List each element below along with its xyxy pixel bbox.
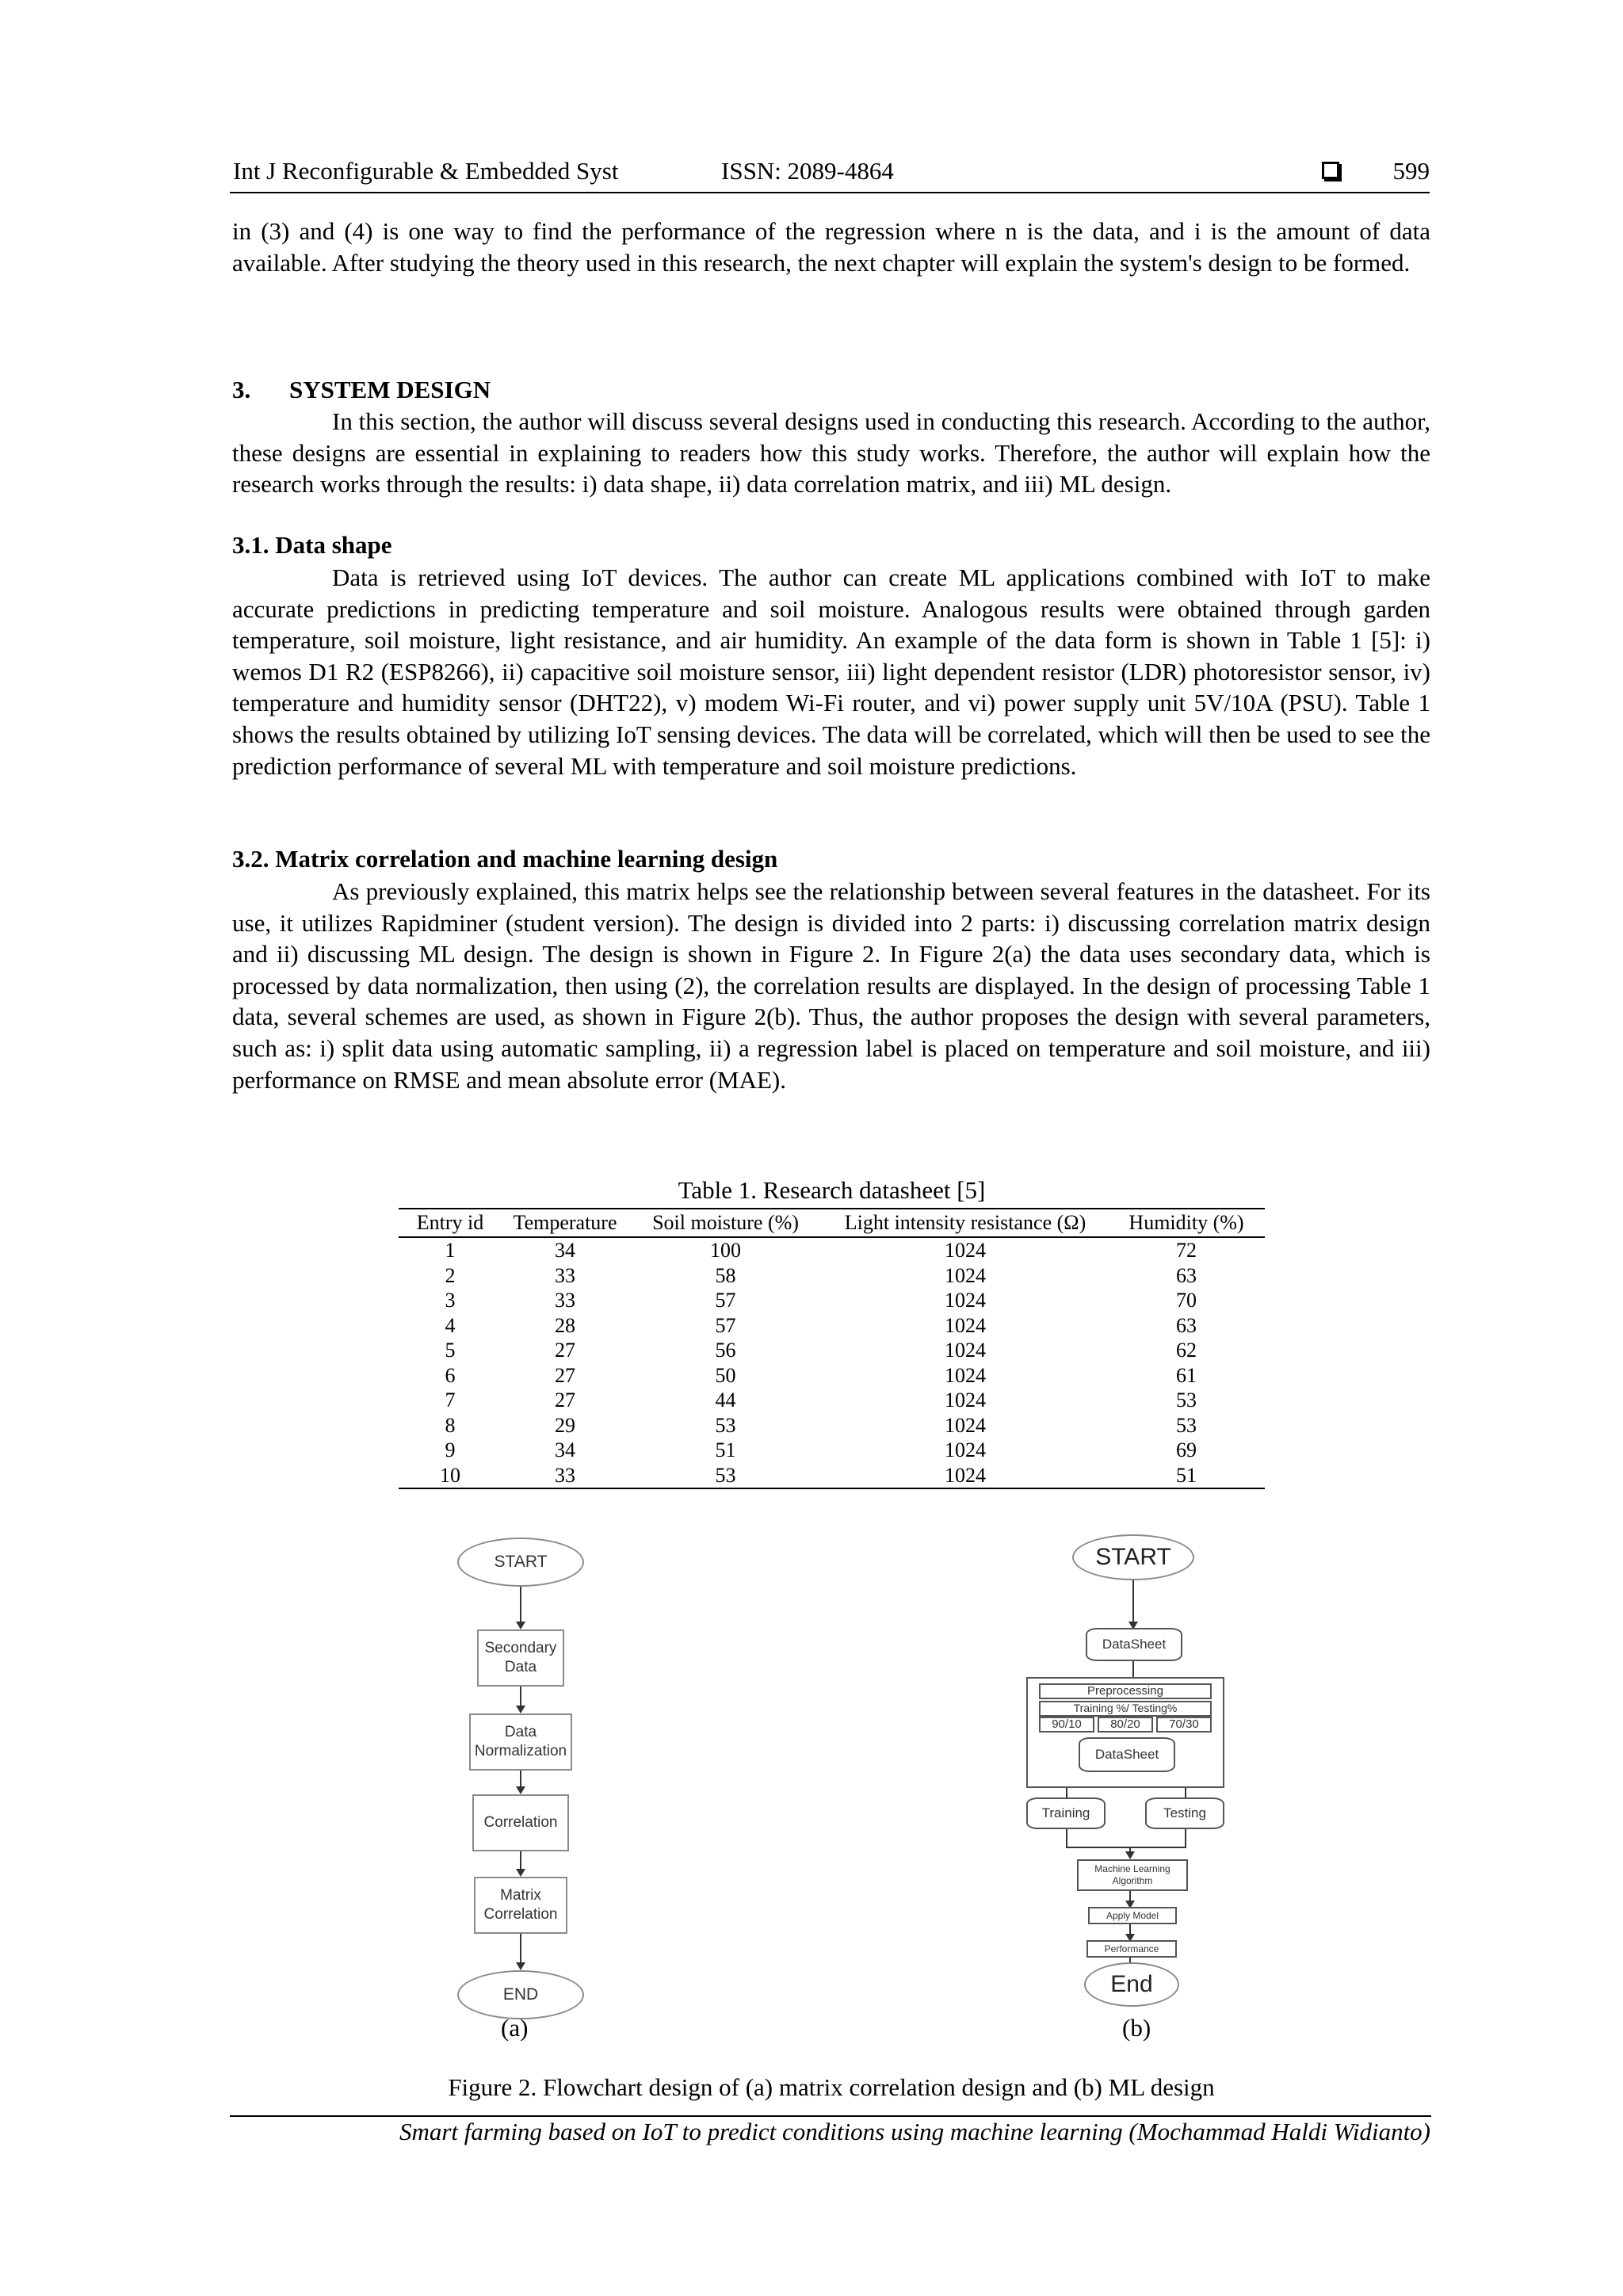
process-data-normalization: Data Normalization: [469, 1713, 572, 1771]
table-cell: 44: [715, 1389, 736, 1412]
connector-line: [1185, 1829, 1186, 1847]
square-bullet-icon: [1322, 162, 1339, 179]
page-footer: Smart farming based on IoT to predict conditions using machine learning (Mochammad Haldi Widianto): [399, 2118, 1430, 2145]
flowchart-b: [1026, 1534, 1240, 1994]
table-cell: 62: [1176, 1339, 1197, 1362]
subsection-paragraph: As previously explained, this matrix helps see the relationship between several features in the datasheet. For its use, it utilizes Rapidminer (student version). The design is divided into 2 parts: i) discussing correlation matrix design and ii) discussing ML design. The design is shown in Figure 2. In Figure 2(a) the data uses secondary data, which is processed by data normalization, then using (2), the correlation results are displayed. In the design of processing Table 1 data, several schemes are used, as shown in Figure 2(b). Thus, the author proposes the design with several parameters, such as: i) split data using automatic sampling, ii) a regression label is placed on temperature and soil moisture, and iii) performance on RMSE and mean absolute error (MAE).: [232, 877, 1430, 1094]
table-cell: 1024: [945, 1413, 986, 1437]
table-cell: 34: [555, 1239, 575, 1262]
table-cell: 2: [445, 1263, 456, 1287]
subfigure-label-b: (b): [1122, 2014, 1151, 2042]
ml-algorithm-box: Machine Learning Algorithm: [1077, 1859, 1188, 1891]
table-cell: 1024: [945, 1313, 986, 1337]
table-cell: 6: [445, 1363, 456, 1387]
connector-line: [520, 1587, 521, 1623]
table-cell: 63: [1176, 1313, 1197, 1337]
arrow-down-icon: [516, 1869, 525, 1877]
table-cell: 51: [1108, 1463, 1265, 1489]
table-cell: 3: [445, 1289, 456, 1312]
section-number: 3.: [232, 376, 251, 403]
split-header-box: Training %/ Testing%: [1039, 1701, 1212, 1717]
arrow-down-icon: [516, 1962, 525, 1970]
split-option: 70/30: [1156, 1717, 1212, 1733]
table-cell: 34: [555, 1438, 575, 1461]
table-cell: 28: [555, 1313, 575, 1337]
table-cell: 33: [555, 1263, 575, 1287]
table-cell: 33: [502, 1463, 628, 1489]
table-cell: 56: [715, 1339, 736, 1362]
table-cell: 1024: [823, 1463, 1108, 1489]
intro-paragraph: in (3) and (4) is one way to find the performance of the regression where n is the data, and i is the amount of data available. After studying the theory used in this research, the next chapter will explain the system's design to be formed.: [232, 217, 1430, 277]
end-terminator: END: [457, 1970, 584, 2019]
table-cell: 7: [445, 1389, 456, 1412]
table-row: [399, 1263, 1265, 1289]
flowchart-a: [452, 1538, 594, 1981]
connector-line: [1066, 1847, 1186, 1848]
table-cell: 33: [555, 1289, 575, 1312]
column-header: Entry id: [399, 1209, 502, 1237]
table-cell: 27: [555, 1363, 575, 1387]
table-cell: 100: [710, 1239, 741, 1262]
connector-line: [520, 1771, 521, 1788]
connector-line: [1185, 1788, 1186, 1797]
section-heading: [232, 376, 491, 404]
connector-line: [1132, 1580, 1134, 1623]
table-cell: 63: [1176, 1263, 1197, 1287]
table-row: [399, 1313, 1265, 1339]
table-cell: 53: [1176, 1413, 1197, 1437]
subsection-paragraph: Data is retrieved using IoT devices. The author can create ML applications combined with IoT to make accurate predictions in predicting temperature and soil moisture. Analogous results were obtained through garden temperature, soil moisture, light resistance, and air humidity. An example of the data form is shown in Table 1 [5]: i) wemos D1 R2 (ESP8266), ii) capacitive soil moisture sensor, iii) light dependent resistor (LDR) photoresistor sensor, iv) temperature and humidity sensor (DHT22), v) modem Wi-Fi router, and vi) power supply unit 5V/10A (PSU). Table 1 shows the results obtained by utilizing IoT sensing devices. The data will be correlated, which will then be used to see the prediction performance of several ML with temperature and soil moisture predictions.: [232, 563, 1430, 780]
table-cell: 57: [715, 1289, 736, 1312]
column-header: Light intensity resistance (Ω): [823, 1209, 1108, 1237]
split-option: 90/10: [1039, 1717, 1094, 1733]
data-table: [399, 1208, 1265, 1489]
table-cell: 61: [1176, 1363, 1197, 1387]
table-cell: 10: [399, 1463, 502, 1489]
end-terminator: End: [1084, 1962, 1179, 2007]
table-row: [399, 1413, 1265, 1438]
connector-line: [520, 1687, 521, 1707]
table-cell: 53: [628, 1463, 823, 1489]
table-row: [399, 1388, 1265, 1413]
table-cell: 8: [445, 1413, 456, 1437]
column-header: Temperature: [502, 1209, 628, 1237]
table-caption: Table 1. Research datasheet [5]: [678, 1176, 986, 1204]
table-row: [399, 1338, 1265, 1363]
process-correlation: Correlation: [472, 1794, 569, 1851]
table-cell: 1024: [945, 1438, 986, 1461]
testing-cylinder: Testing: [1145, 1797, 1224, 1829]
process-secondary-data: Secondary Data: [477, 1629, 564, 1687]
table-cell: 4: [445, 1313, 456, 1337]
table-row: [399, 1237, 1265, 1263]
table-cell: 9: [445, 1438, 456, 1461]
subsection-heading: 3.2. Matrix correlation and machine learning design: [232, 845, 778, 873]
table-cell: 1024: [945, 1263, 986, 1287]
arrow-down-icon: [516, 1622, 525, 1629]
connector-line: [1066, 1788, 1067, 1797]
subfigure-label-a: (a): [501, 2014, 529, 2042]
table-row: [399, 1363, 1265, 1389]
table-cell: 5: [445, 1339, 456, 1362]
page-number: 599: [1392, 157, 1430, 185]
table-cell: 50: [715, 1363, 736, 1387]
table-cell: 1024: [945, 1339, 986, 1362]
connector-line: [520, 1934, 521, 1966]
training-cylinder: Training: [1026, 1797, 1106, 1829]
table-cell: 1024: [945, 1239, 986, 1262]
connector-line: [520, 1851, 521, 1870]
table-cell: 53: [715, 1413, 736, 1437]
preprocessing-box: Preprocessing: [1039, 1683, 1212, 1699]
table-cell: 53: [1176, 1389, 1197, 1412]
column-header: Humidity (%): [1108, 1209, 1265, 1237]
column-header: Soil moisture (%): [628, 1209, 823, 1237]
figure-caption: Figure 2. Flowchart design of (a) matrix correlation design and (b) ML design: [448, 2073, 1215, 2101]
datasheet-cylinder: DataSheet: [1079, 1737, 1175, 1772]
table-cell: 1024: [945, 1389, 986, 1412]
table-cell: 1024: [945, 1363, 986, 1387]
table-cell: 1024: [945, 1289, 986, 1312]
section-title: SYSTEM DESIGN: [289, 376, 491, 403]
table-cell: 29: [555, 1413, 575, 1437]
preprocessing-group: [1026, 1677, 1224, 1788]
table-cell: 27: [555, 1339, 575, 1362]
section-paragraph: In this section, the author will discuss several designs used in conducting this research. According to the author, these designs are essential in explaining to readers how this study works. Therefore, the author will explain how the research works through the results: i) data shape, ii) data correlation matrix, and iii) ML design.: [232, 407, 1430, 499]
footer-rule: [230, 2115, 1431, 2117]
table-cell: 72: [1176, 1239, 1197, 1262]
table-cell: 69: [1176, 1438, 1197, 1461]
journal-name: Int J Reconfigurable & Embedded Syst: [233, 157, 619, 185]
table-row: [399, 1438, 1265, 1463]
process-matrix-correlation: Matrix Correlation: [474, 1877, 567, 1934]
table-header-row: [399, 1209, 1265, 1237]
split-option: 80/20: [1098, 1717, 1153, 1733]
subsection-heading: 3.1. Data shape: [232, 531, 392, 559]
table-row: [399, 1288, 1265, 1313]
connector-line: [1066, 1829, 1067, 1847]
table-cell: 1: [445, 1239, 456, 1262]
arrow-down-icon: [1125, 1851, 1135, 1859]
datasheet-cylinder: DataSheet: [1086, 1628, 1182, 1661]
apply-model-box: Apply Model: [1088, 1907, 1177, 1924]
start-terminator: START: [457, 1538, 584, 1587]
issn: ISSN: 2089-4864: [721, 157, 894, 185]
table-row: [399, 1463, 1265, 1489]
table-cell: 27: [555, 1389, 575, 1412]
connector-line: [1132, 1661, 1134, 1677]
performance-box: Performance: [1086, 1940, 1177, 1958]
arrow-down-icon: [516, 1786, 525, 1794]
start-terminator: START: [1072, 1534, 1194, 1580]
arrow-down-icon: [516, 1706, 525, 1713]
table-cell: 51: [715, 1438, 736, 1461]
table-cell: 58: [715, 1263, 736, 1287]
table-cell: 70: [1176, 1289, 1197, 1312]
table-cell: 57: [715, 1313, 736, 1337]
page-header: [230, 157, 1430, 193]
